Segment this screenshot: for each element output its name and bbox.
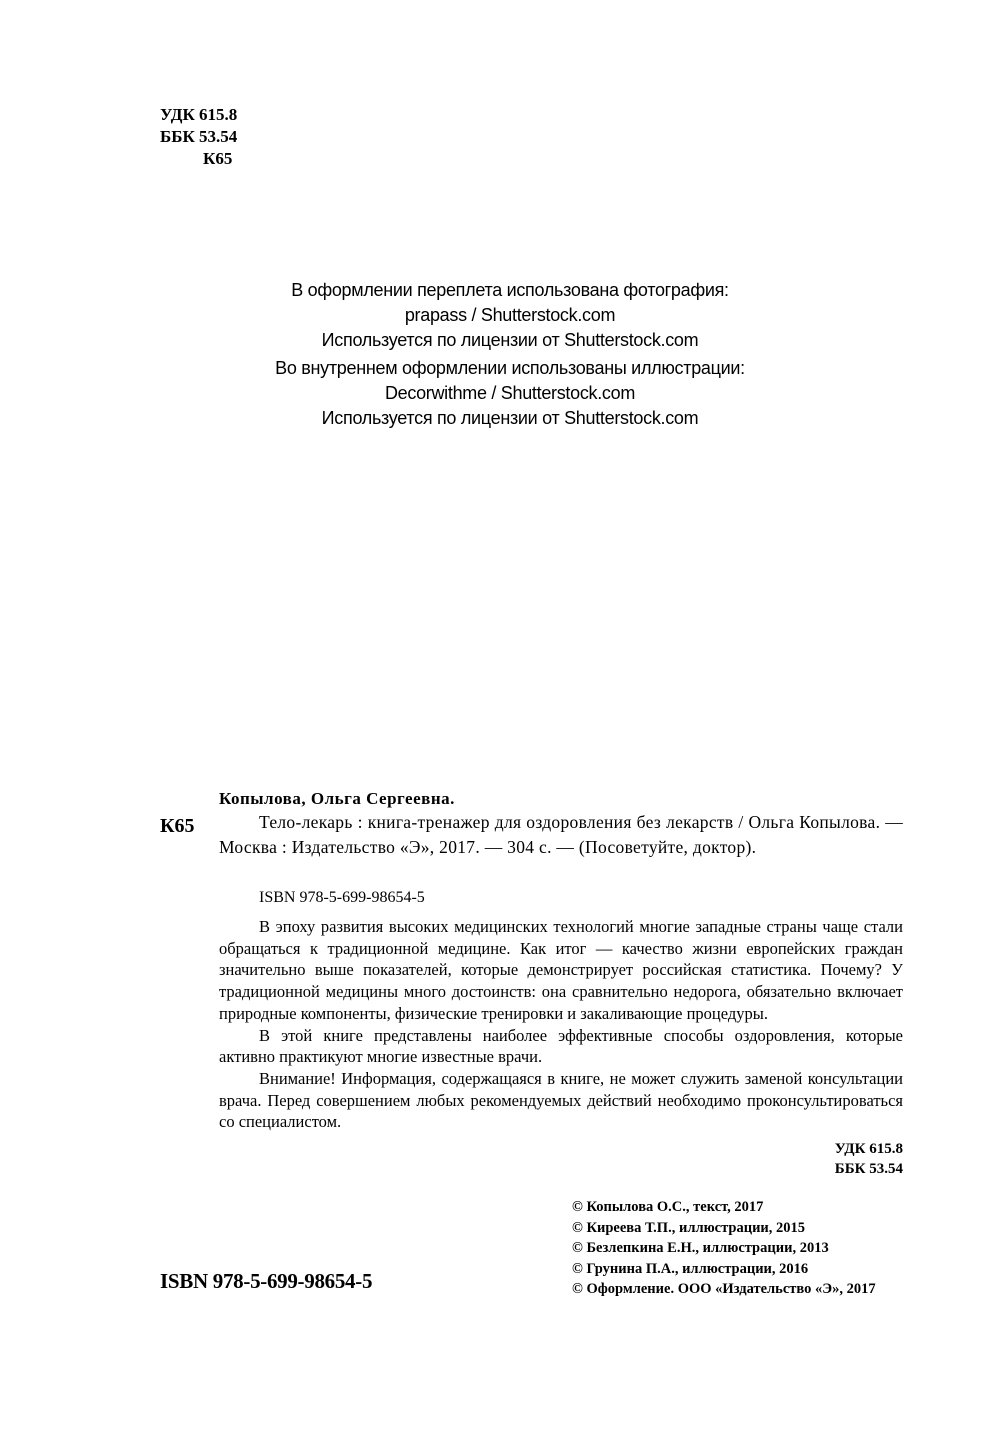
- cover-credit-line: Используется по лицензии от Shutterstock.com: [321, 330, 699, 350]
- author-mark-side: К65: [160, 815, 195, 837]
- copyright-line: © Киреева Т.П., иллюстрации, 2015: [572, 1219, 806, 1236]
- copyright-line: © Оформление. ООО «Издательство «Э», 2017: [572, 1281, 876, 1297]
- abstract-paragraph: В эпоху развития высоких медицинских технологий многие западные страны чаще стали обращаться к традиционной медицине. Как итог — качество жизни европейских граждан значительно выше показателей, которые демонстрирует российская статистика. Почему? У традиционной медицины много достоинств: она сравнительно недорога, обязательно включает природные компоненты, физические тренировки и закаливающие процедуры.: [219, 917, 903, 1023]
- cover-credits: [0, 278, 986, 353]
- footer-codes: [835, 1139, 903, 1179]
- udk-code: УДК 615.8: [160, 105, 238, 124]
- isbn-large: ISBN 978-5-699-98654-5: [160, 1269, 373, 1293]
- copyright-list: [572, 1197, 876, 1300]
- interior-credit-line: Во внутреннем оформлении использованы иллюстрации:: [275, 358, 745, 378]
- isbn-inline: ISBN 978-5-699-98654-5: [259, 889, 425, 906]
- footer-bbk-code: ББК 53.54: [834, 1161, 903, 1177]
- abstract: [219, 916, 903, 1133]
- interior-credit-line: Decorwithme / Shutterstock.com: [384, 383, 636, 403]
- cover-credit-line: prapass / Shutterstock.com: [404, 305, 616, 325]
- abstract-paragraph: Внимание! Информация, содержащаяся в книге, не может служить заменой консультации врача. Перед совершением любых рекомендуемых действий необходимо проконсультироваться со специалистом.: [219, 1068, 903, 1132]
- footer-udk-code: УДК 615.8: [834, 1141, 903, 1157]
- bbk-code: ББК 53.54: [160, 127, 238, 146]
- cover-credit-line: В оформлении переплета использована фотография:: [291, 280, 729, 300]
- copyright-line: © Безлепкина Е.Н., иллюстрации, 2013: [572, 1240, 829, 1256]
- copyright-line: © Грунина П.А., иллюстрации, 2016: [572, 1260, 809, 1277]
- interior-credit-line: Используется по лицензии от Shutterstock.com: [321, 408, 699, 428]
- copyright-line: © Копылова О.С., текст, 2017: [572, 1199, 764, 1215]
- abstract-paragraph: В этой книге представлены наиболее эффективные способы оздоровления, которые активно практикуют многие известные врачи.: [219, 1025, 903, 1067]
- author-heading: Копылова, Ольга Сергеевна.: [219, 789, 455, 808]
- author-mark: К65: [203, 149, 233, 168]
- classification-codes: [160, 104, 237, 170]
- interior-credits: [0, 356, 986, 431]
- bibliographic-description: Тело-лекарь : книга-тренажер для оздоровления без лекарств / Ольга Копылова. — Москва : Издательство «Э», 2017. — 304 с. — (Посоветуйте, доктор).: [219, 812, 903, 857]
